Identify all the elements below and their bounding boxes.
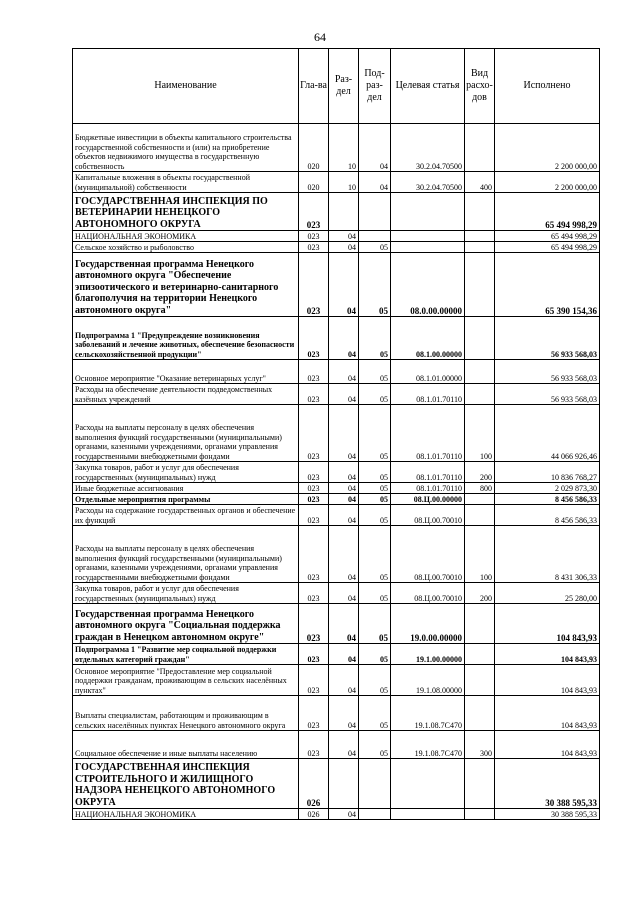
cell-razdel	[329, 193, 359, 231]
cell-razdel	[329, 759, 359, 809]
table-row	[73, 483, 600, 494]
cell-target: 08.Ц.00.70010	[391, 583, 465, 604]
cell-name: Расходы на содержание государственных органов и обеспечение их функций	[73, 505, 299, 526]
cell-done: 8 431 306,33	[495, 526, 600, 583]
cell-name: Государственная программа Ненецкого автономного округа "Обеспечение эпизоотического и ветеринарно-санитарного благополучия на территории Ненецкого автономного округа"	[73, 253, 299, 317]
table-row	[73, 124, 600, 172]
cell-vid	[465, 644, 495, 665]
cell-name: Подпрограмма 1 "Развитие мер социальной поддержки отдельных категорий граждан"	[73, 644, 299, 665]
cell-target	[391, 231, 465, 242]
table-row	[73, 604, 600, 644]
cell-target: 19.1.00.00000	[391, 644, 465, 665]
cell-podrazdel: 05	[359, 384, 391, 405]
cell-done: 30 388 595,33	[495, 759, 600, 809]
cell-glava: 023	[299, 317, 329, 360]
cell-done: 2 200 000,00	[495, 172, 600, 193]
cell-razdel: 04	[329, 583, 359, 604]
header-vid: Вид расхо-дов	[465, 49, 495, 124]
cell-target: 19.1.08.00000	[391, 665, 465, 696]
cell-glava: 020	[299, 172, 329, 193]
cell-razdel: 04	[329, 809, 359, 820]
cell-name: Закупка товаров, работ и услуг для обеспечения государственных (муниципальных) нужд	[73, 583, 299, 604]
cell-glava: 023	[299, 384, 329, 405]
cell-target: 19.1.08.7C470	[391, 696, 465, 731]
cell-razdel: 04	[329, 253, 359, 317]
cell-name: НАЦИОНАЛЬНАЯ ЭКОНОМИКА	[73, 231, 299, 242]
cell-name: Основное мероприятие "Предоставление мер социальной поддержки гражданам, проживающим в сельских населённых пунктах"	[73, 665, 299, 696]
cell-podrazdel: 05	[359, 604, 391, 644]
cell-vid: 200	[465, 583, 495, 604]
header-razdel: Раз-дел	[329, 49, 359, 124]
header-done: Исполнено	[495, 49, 600, 124]
cell-podrazdel: 04	[359, 124, 391, 172]
table-row	[73, 731, 600, 759]
cell-target: 08.0.00.00000	[391, 253, 465, 317]
header-name: Наименование	[73, 49, 299, 124]
cell-done: 30 388 595,33	[495, 809, 600, 820]
cell-done: 104 843,93	[495, 696, 600, 731]
table-row	[73, 696, 600, 731]
cell-done: 56 933 568,03	[495, 317, 600, 360]
cell-target: 08.Ц.00.70010	[391, 526, 465, 583]
table-row	[73, 462, 600, 483]
cell-vid: 400	[465, 172, 495, 193]
cell-vid	[465, 696, 495, 731]
cell-glava: 023	[299, 253, 329, 317]
cell-razdel: 04	[329, 665, 359, 696]
table-row	[73, 172, 600, 193]
cell-done: 65 390 154,36	[495, 253, 600, 317]
cell-podrazdel: 05	[359, 483, 391, 494]
cell-done: 25 280,00	[495, 583, 600, 604]
cell-target: 30.2.04.70500	[391, 172, 465, 193]
cell-target: 08.1.01.00000	[391, 360, 465, 384]
cell-podrazdel	[359, 193, 391, 231]
cell-name: Расходы на обеспечение деятельности подведомственных казённых учреждений	[73, 384, 299, 405]
cell-vid	[465, 253, 495, 317]
cell-razdel: 04	[329, 360, 359, 384]
cell-vid: 200	[465, 462, 495, 483]
cell-podrazdel	[359, 809, 391, 820]
cell-podrazdel: 05	[359, 360, 391, 384]
cell-razdel: 04	[329, 384, 359, 405]
cell-name: Сельское хозяйство и рыболовство	[73, 242, 299, 253]
cell-target	[391, 809, 465, 820]
cell-razdel: 04	[329, 405, 359, 462]
cell-razdel: 04	[329, 604, 359, 644]
cell-glava: 023	[299, 505, 329, 526]
cell-razdel: 10	[329, 172, 359, 193]
cell-target: 08.1.01.70110	[391, 405, 465, 462]
cell-glava: 023	[299, 242, 329, 253]
cell-razdel: 04	[329, 242, 359, 253]
cell-glava: 023	[299, 604, 329, 644]
cell-done: 104 843,93	[495, 731, 600, 759]
table-row	[73, 644, 600, 665]
cell-razdel: 04	[329, 462, 359, 483]
cell-podrazdel: 05	[359, 242, 391, 253]
cell-podrazdel: 05	[359, 526, 391, 583]
cell-razdel: 04	[329, 644, 359, 665]
cell-target: 19.0.00.00000	[391, 604, 465, 644]
cell-podrazdel: 05	[359, 731, 391, 759]
cell-podrazdel: 05	[359, 462, 391, 483]
cell-vid	[465, 505, 495, 526]
cell-podrazdel	[359, 231, 391, 242]
cell-glava: 023	[299, 483, 329, 494]
cell-glava: 023	[299, 731, 329, 759]
cell-vid	[465, 759, 495, 809]
cell-glava: 023	[299, 360, 329, 384]
cell-vid	[465, 604, 495, 644]
budget-table	[72, 48, 600, 820]
cell-glava: 023	[299, 644, 329, 665]
table-row	[73, 242, 600, 253]
cell-name: Расходы на выплаты персоналу в целях обеспечения выполнения функций государственными (муниципальными) органами, казенными учреждениями, органами управления государственными внебюджетными фондами	[73, 405, 299, 462]
cell-target: 19.1.08.7C470	[391, 731, 465, 759]
cell-glava: 023	[299, 583, 329, 604]
header-target: Целевая статья	[391, 49, 465, 124]
cell-done: 65 494 998,29	[495, 231, 600, 242]
cell-name: Закупка товаров, работ и услуг для обеспечения государственных (муниципальных) нужд	[73, 462, 299, 483]
cell-podrazdel: 04	[359, 172, 391, 193]
cell-podrazdel: 05	[359, 494, 391, 505]
cell-vid	[465, 384, 495, 405]
cell-razdel: 04	[329, 696, 359, 731]
cell-razdel: 04	[329, 505, 359, 526]
table-row	[73, 583, 600, 604]
cell-name: Бюджетные инвестиции в объекты капитального строительства государственной собственности и (или) на приобретение объектов недвижимого имущества в государственную собственность	[73, 124, 299, 172]
cell-podrazdel: 05	[359, 665, 391, 696]
header-glava: Гла-ва	[299, 49, 329, 124]
cell-target: 08.1.01.70110	[391, 462, 465, 483]
cell-target	[391, 193, 465, 231]
page-number: 64	[314, 30, 326, 44]
cell-target	[391, 759, 465, 809]
cell-name: Социальное обеспечение и иные выплаты населению	[73, 731, 299, 759]
cell-razdel: 04	[329, 231, 359, 242]
cell-vid: 800	[465, 483, 495, 494]
cell-vid	[465, 494, 495, 505]
cell-razdel: 04	[329, 317, 359, 360]
cell-target	[391, 242, 465, 253]
cell-glava: 023	[299, 494, 329, 505]
cell-podrazdel: 05	[359, 505, 391, 526]
cell-done: 2 029 873,30	[495, 483, 600, 494]
cell-vid	[465, 360, 495, 384]
cell-vid: 100	[465, 526, 495, 583]
cell-podrazdel: 05	[359, 583, 391, 604]
table-row	[73, 405, 600, 462]
header-podrazdel: Под-раз-дел	[359, 49, 391, 124]
cell-name: Капитальные вложения в объекты государственной (муниципальной) собственности	[73, 172, 299, 193]
table-row	[73, 317, 600, 360]
cell-name: ГОСУДАРСТВЕННАЯ ИНСПЕКЦИЯ СТРОИТЕЛЬНОГО И ЖИЛИЩНОГО НАДЗОРА НЕНЕЦКОГО АВТОНОМНОГО ОКРУГА	[73, 759, 299, 809]
cell-target: 30.2.04.70500	[391, 124, 465, 172]
cell-glava: 026	[299, 809, 329, 820]
cell-podrazdel: 05	[359, 317, 391, 360]
cell-vid	[465, 193, 495, 231]
cell-vid	[465, 231, 495, 242]
cell-name: Подпрограмма 1 "Предупреждение возникновения заболеваний и лечение животных, обеспечение безопасности сельскохозяйственной продукции"	[73, 317, 299, 360]
cell-vid	[465, 124, 495, 172]
table-row	[73, 809, 600, 820]
cell-target: 08.Ц.00.00000	[391, 494, 465, 505]
cell-done: 65 494 998,29	[495, 193, 600, 231]
cell-target: 08.1.01.70110	[391, 384, 465, 405]
cell-vid	[465, 809, 495, 820]
cell-glava: 023	[299, 231, 329, 242]
table-body	[73, 124, 600, 820]
cell-done: 56 933 568,03	[495, 360, 600, 384]
cell-podrazdel: 05	[359, 405, 391, 462]
table-header	[73, 49, 600, 124]
cell-target: 08.1.00.00000	[391, 317, 465, 360]
cell-glava: 023	[299, 665, 329, 696]
table-row	[73, 193, 600, 231]
cell-vid	[465, 665, 495, 696]
cell-razdel: 10	[329, 124, 359, 172]
cell-done: 44 066 926,46	[495, 405, 600, 462]
cell-done: 104 843,93	[495, 644, 600, 665]
cell-glava: 023	[299, 696, 329, 731]
table-row	[73, 253, 600, 317]
cell-name: Расходы на выплаты персоналу в целях обеспечения выполнения функций государственными (муниципальными) органами, казенными учреждениями, органами управления государственными внебюджетными фондами	[73, 526, 299, 583]
cell-done: 104 843,93	[495, 665, 600, 696]
cell-podrazdel	[359, 759, 391, 809]
cell-razdel: 04	[329, 731, 359, 759]
table-row	[73, 505, 600, 526]
cell-glava: 026	[299, 759, 329, 809]
cell-glava: 023	[299, 405, 329, 462]
cell-done: 8 456 586,33	[495, 505, 600, 526]
cell-razdel: 04	[329, 494, 359, 505]
table-row	[73, 526, 600, 583]
cell-name: НАЦИОНАЛЬНАЯ ЭКОНОМИКА	[73, 809, 299, 820]
cell-vid: 300	[465, 731, 495, 759]
cell-podrazdel: 05	[359, 696, 391, 731]
cell-vid: 100	[465, 405, 495, 462]
table-row	[73, 665, 600, 696]
cell-name: Государственная программа Ненецкого автономного округа "Социальная поддержка граждан в Ненецком автономном округе"	[73, 604, 299, 644]
cell-podrazdel: 05	[359, 253, 391, 317]
table-row	[73, 759, 600, 809]
cell-vid	[465, 242, 495, 253]
cell-razdel: 04	[329, 483, 359, 494]
cell-done: 2 200 000,00	[495, 124, 600, 172]
cell-done: 8 456 586,33	[495, 494, 600, 505]
cell-podrazdel: 05	[359, 644, 391, 665]
cell-name: Отдельные мероприятия программы	[73, 494, 299, 505]
cell-name: Иные бюджетные ассигнования	[73, 483, 299, 494]
cell-glava: 020	[299, 124, 329, 172]
cell-done: 56 933 568,03	[495, 384, 600, 405]
cell-glava: 023	[299, 526, 329, 583]
cell-name: Основное мероприятие "Оказание ветеринарных услуг"	[73, 360, 299, 384]
cell-vid	[465, 317, 495, 360]
cell-target: 08.1.01.70110	[391, 483, 465, 494]
table-row	[73, 231, 600, 242]
cell-razdel: 04	[329, 526, 359, 583]
table-row	[73, 360, 600, 384]
cell-target: 08.Ц.00.70010	[391, 505, 465, 526]
table-row	[73, 384, 600, 405]
table-row	[73, 494, 600, 505]
cell-name: ГОСУДАРСТВЕННАЯ ИНСПЕКЦИЯ ПО ВЕТЕРИНАРИИ НЕНЕЦКОГО АВТОНОМНОГО ОКРУГА	[73, 193, 299, 231]
cell-glava: 023	[299, 462, 329, 483]
cell-done: 104 843,93	[495, 604, 600, 644]
cell-name: Выплаты специалистам, работающим и проживающим в сельских населённых пунктах Ненецкого автономного округа	[73, 696, 299, 731]
cell-glava: 023	[299, 193, 329, 231]
cell-done: 65 494 998,29	[495, 242, 600, 253]
cell-done: 10 836 768,27	[495, 462, 600, 483]
